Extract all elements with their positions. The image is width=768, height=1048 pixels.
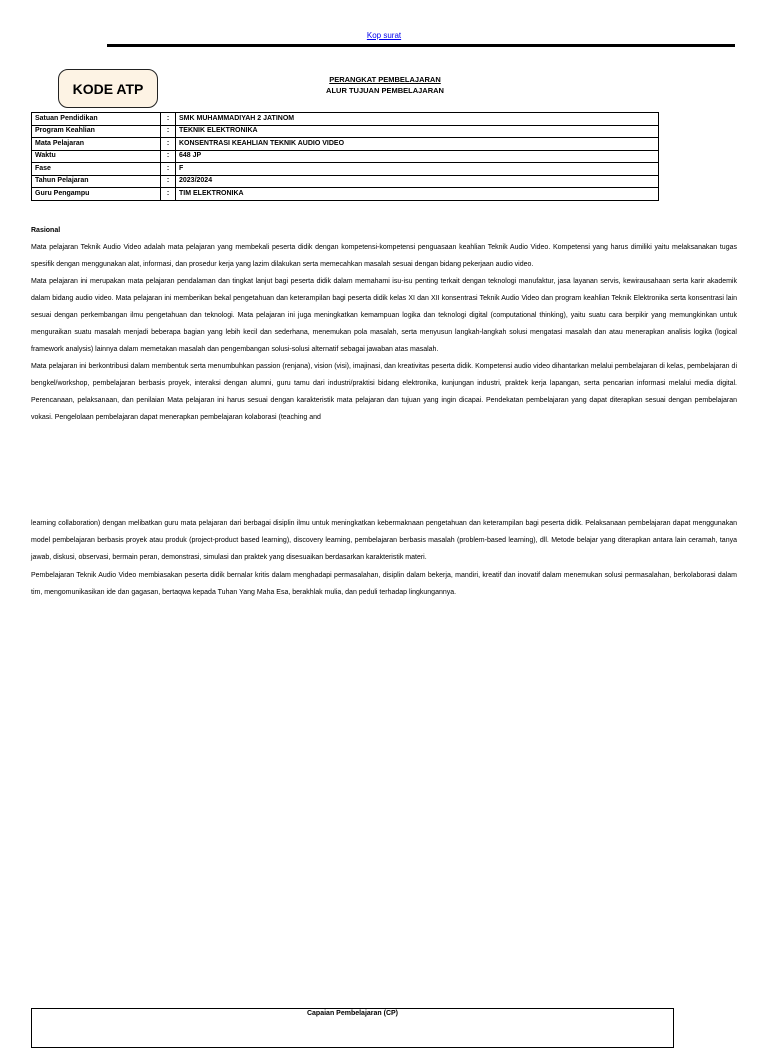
info-value: 2023/2024 bbox=[176, 175, 659, 188]
info-value: TIM ELEKTRONIKA bbox=[176, 188, 659, 201]
rasional-continuation bbox=[31, 515, 737, 601]
info-value: 648 JP bbox=[176, 150, 659, 163]
rasional-paragraph-1: Mata pelajaran Teknik Audio Video adalah mata pelajaran yang membekali peserta didik dengan kompetensi-kompetensi penguasaan keahlian Teknik Audio Video. Kompetensi yang harus dimiliki yaitu melaksanakan tugas spesifik dengan menggunakan alat, informasi, dan prosedur kerja yang lazim dilakukan serta memecahkan masalah sesuai dengan bidang pekerjaan audio video. bbox=[31, 244, 737, 268]
document-title bbox=[285, 74, 485, 96]
info-value: TEKNIK ELEKTRONIKA bbox=[176, 125, 659, 138]
table-row bbox=[32, 188, 659, 201]
info-separator: : bbox=[161, 188, 176, 201]
rasional-paragraph-4: Pembelajaran Teknik Audio Video membiasakan peserta didik bernalar kritis dalam menghadapi permasalahan, disiplin dalam bekerja, mandiri, kreatif dan inovatif dalam menemukan solusi permasalahan, berkolaborasi dalam tim, mengomunikasikan ide dan gagasan, bertaqwa kepada Tuhan Yang Maha Esa, berakhlak mulia, dan peduli terhadap lingkungannya. bbox=[31, 571, 737, 596]
info-separator: : bbox=[161, 163, 176, 176]
info-separator: : bbox=[161, 175, 176, 188]
kode-atp-label: KODE ATP bbox=[72, 80, 144, 97]
cp-title: Capaian Pembelajaran (CP) bbox=[306, 1010, 399, 1017]
rasional-paragraph-3: Mata pelajaran ini berkontribusi dalam membentuk serta menumbuhkan passion (renjana), vision (visi), imajinasi, dan kreativitas peserta didik. Kompetensi audio video dihantarkan melalui pembelajaran di kelas, pembelajaran di bengkel/workshop, pembelajaran berbasis proyek, interaksi dengan alumni, guru tamu dari industri/praktisi bidang elektronika, kunjungan industri, praktek kerja lapangan, serta pencarian informasi melalui media digital. Perencanaan, pelaksanaan, dan penilaian Mata pelajaran ini harus sesuai dengan karakteristik mata pelajaran dan tujuan yang ingin dicapai. Pendekatan pembelajaran yang dapat diterapkan sesuai dengan pembelajaran vokasi. Pengelolaan pembelajaran dapat menerapkan pembelajaran kolaborasi (teaching and bbox=[31, 363, 737, 421]
info-label: Program Keahlian bbox=[32, 125, 161, 138]
title-line-1: PERANGKAT PEMBELAJARAN bbox=[329, 75, 441, 84]
table-row bbox=[32, 163, 659, 176]
info-value: KONSENTRASI KEAHLIAN TEKNIK AUDIO VIDEO bbox=[176, 138, 659, 151]
info-value: SMK MUHAMMADIYAH 2 JATINOM bbox=[176, 113, 659, 126]
info-label: Mata Pelajaran bbox=[32, 138, 161, 151]
rasional-section bbox=[31, 222, 737, 426]
table-row bbox=[32, 150, 659, 163]
info-label: Fase bbox=[32, 163, 161, 176]
rasional-paragraph-2: Mata pelajaran ini merupakan mata pelajaran pendalaman dan tingkat lanjut bagi peserta didik dalam memahami isu-isu penting terkait dengan teknologi manufaktur, jasa layanan servis, kewirausahaan serta karir akademik dalam bidang audio video. Mata pelajaran ini memberikan bekal pengetahuan dan keterampilan bagi peserta didik kelas XI dan XII konsentrasi Teknik Audio Video dan program keahlian Teknik Elektronika serta konsentrasi lain sesuai dengan perkembangan ilmu pengetahuan dan teknologi. Mata pelajaran ini juga meningkatkan kemampuan logika dan teknologi digital (computational thinking), yaitu suatu cara berpikir yang memungkinkan untuk menguraikan suatu masalah menjadi beberapa bagian yang lebih kecil dan sederhana, menemukan pola masalah, serta menyusun langkah-langkah solusi mengatasi masalah dan atau menerapkan analisis logika (logical framework analysis) lainnya dalam memetakan masalah dan pengembangan solusi-solusi alternatif sebagai jawaban atas masalah. bbox=[31, 278, 737, 353]
table-row bbox=[32, 113, 659, 126]
info-label: Satuan Pendidikan bbox=[32, 113, 161, 126]
table-row bbox=[32, 125, 659, 138]
info-value: F bbox=[176, 163, 659, 176]
info-separator: : bbox=[161, 150, 176, 163]
info-label: Waktu bbox=[32, 150, 161, 163]
info-label: Tahun Pelajaran bbox=[32, 175, 161, 188]
title-line-2: ALUR TUJUAN PEMBELAJARAN bbox=[326, 86, 444, 95]
kop-surat-link[interactable]: Kop surat bbox=[366, 31, 402, 40]
header-divider bbox=[107, 44, 735, 47]
info-label: Guru Pengampu bbox=[32, 188, 161, 201]
info-table bbox=[31, 112, 659, 201]
rasional-paragraph-3-continued: learning collaboration) dengan melibatkan guru mata pelajaran dari berbagai disiplin ilmu untuk meningkatkan kebermaknaan pengetahuan dan keterampilan bagi peserta didik. Pelaksanaan pembelajaran dapat menggunakan model pembelajaran berbasis proyek atau produk (project-product based learning), discovery learning, pembelajaran berbasis masalah (problem-based learning), dll. Metode belajar yang diterapkan antara lain ceramah, tanya jawab, diskusi, observasi, bermain peran, demonstrasi, simulasi dan praktek yang disesuaikan berdasarkan karakteristik materi. bbox=[31, 520, 737, 562]
info-separator: : bbox=[161, 125, 176, 138]
kode-atp-box bbox=[58, 69, 158, 108]
table-row bbox=[32, 138, 659, 151]
info-separator: : bbox=[161, 138, 176, 151]
capaian-pembelajaran-box bbox=[31, 1008, 674, 1048]
info-separator: : bbox=[161, 113, 176, 126]
table-row bbox=[32, 175, 659, 188]
rasional-heading: Rasional bbox=[31, 227, 61, 234]
